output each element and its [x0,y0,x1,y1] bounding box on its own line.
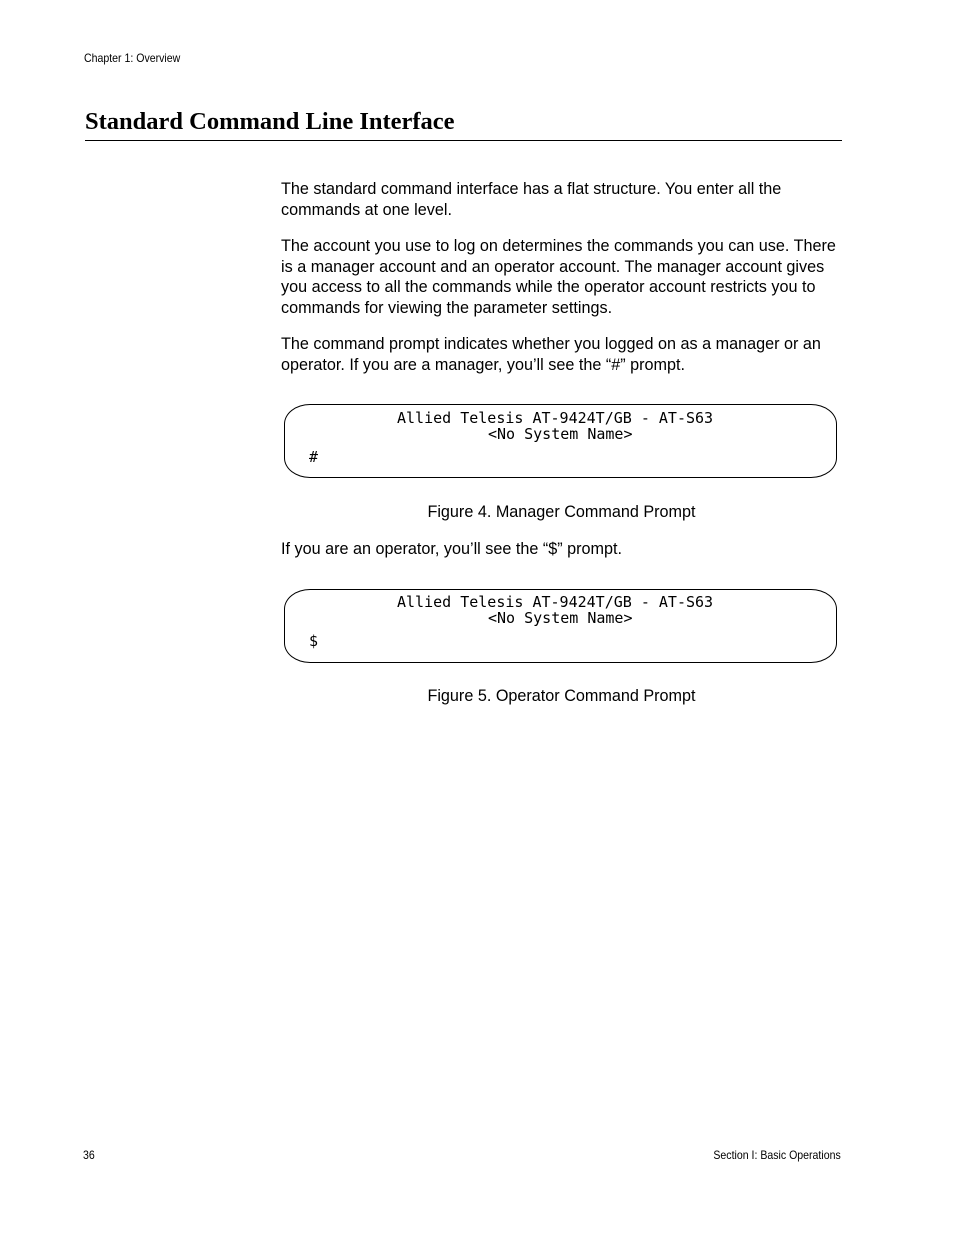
page-number: 36 [83,1148,95,1162]
paragraph-flat-structure: The standard command interface has a flat structure. You enter all the commands at one level. [281,180,782,219]
cli-prompt-symbol: # [309,448,319,466]
cli-system-name-line: <No System Name> [488,425,633,443]
running-header: Chapter 1: Overview [84,51,181,65]
manager-prompt-screen [284,404,837,478]
figure-caption-operator: Figure 5. Operator Command Prompt [427,687,696,705]
operator-prompt-screen [284,589,837,663]
cli-banner-line: Allied Telesis AT-9424T/GB - AT-S63 [397,409,714,427]
footer-section-label: Section I: Basic Operations [713,1148,841,1162]
figure-caption-manager: Figure 4. Manager Command Prompt [427,503,696,521]
paragraph-accounts: The account you use to log on determines the commands you can use. There is a manager account and an operator account. The manager account gives you access to all the commands while the operator account restricts you to commands for viewing the parameter settings. [281,237,836,317]
cli-system-name-line: <No System Name> [488,609,633,627]
paragraph-operator: If you are an operator, you’ll see the “$” prompt. [281,540,623,558]
paragraph-prompt-indicator: The command prompt indicates whether you logged on as a manager or an operator. If you are a manager, you’ll see the “#” prompt. [281,335,821,374]
title-rule [85,140,842,141]
cli-prompt-symbol: $ [309,632,319,650]
section-title: Standard Command Line Interface [85,108,455,135]
cli-banner-line: Allied Telesis AT-9424T/GB - AT-S63 [397,593,714,611]
